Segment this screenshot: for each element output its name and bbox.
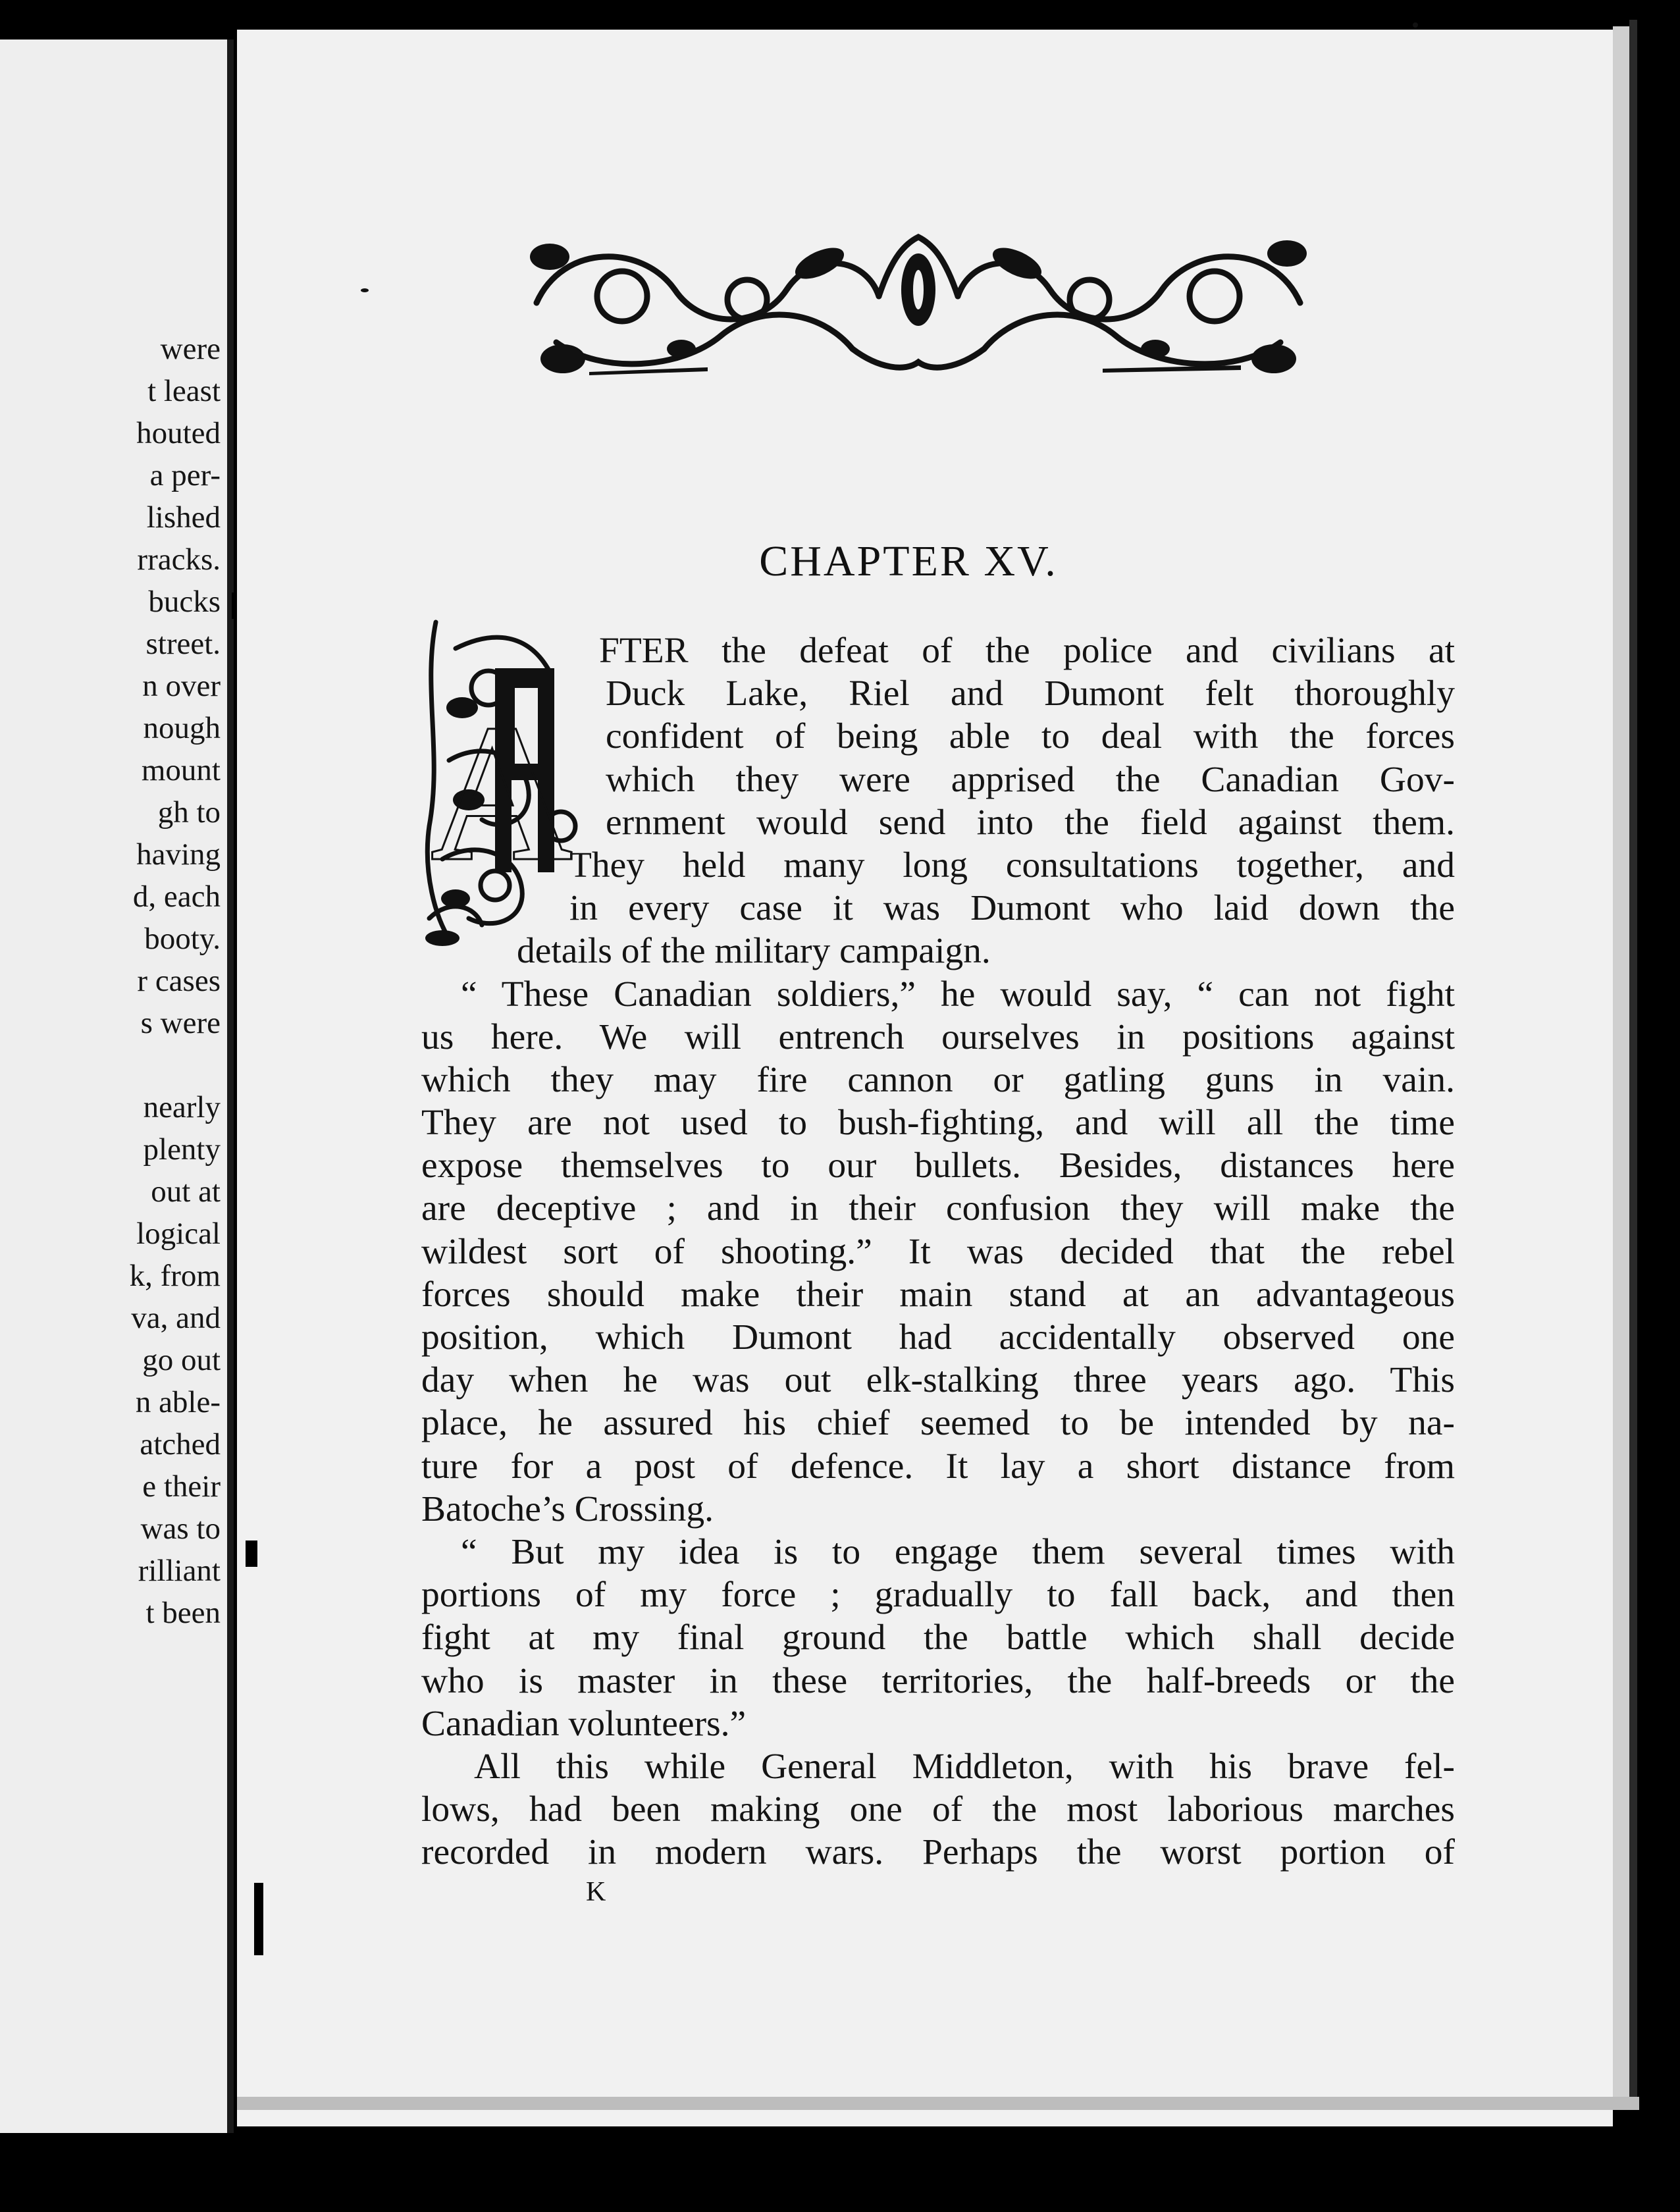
text-line: ture for a post of defence. It lay a short distance from [421, 1446, 1455, 1487]
text-line: “ These Canadian soldiers,” he would say, “ can not fight [461, 974, 1455, 1014]
text-line: Canadian volunteers.” [421, 1703, 747, 1744]
signature-mark: K [586, 1877, 606, 1907]
left-page-line: rracks. [137, 542, 221, 577]
left-page-line: lished [146, 500, 221, 535]
text-line: which they were apprised the Canadian Gov- [606, 759, 1455, 800]
binding-notch [246, 1540, 257, 1567]
text-line: wildest sort of shooting.” It was decided that the rebel [421, 1231, 1455, 1272]
text-line: details of the military campaign. [517, 931, 991, 972]
page-bottom-edge [237, 2097, 1639, 2110]
text-line: fight at my final ground the battle which shall decide [421, 1618, 1455, 1658]
left-page-line: plenty [143, 1132, 221, 1167]
chapter-body-text [421, 629, 1455, 1874]
text-line: Duck Lake, Riel and Dumont felt thoroughly [606, 673, 1455, 714]
text-line: recorded in modern wars. Perhaps the worst portion of [421, 1832, 1455, 1873]
text-line: forces should make their main stand at an advantageous [421, 1274, 1455, 1315]
text-line: place, he assured his chief seemed to be intended by na- [421, 1403, 1455, 1444]
text-line: expose themselves to our bullets. Besides, distances here [421, 1146, 1455, 1186]
left-page-line: va, and [131, 1301, 221, 1335]
drop-cap-letter: A [430, 683, 573, 902]
left-page-line: logical [136, 1217, 221, 1251]
left-page-line: n able- [135, 1385, 221, 1419]
left-page-line: t been [145, 1596, 221, 1630]
left-page-line: a per- [149, 458, 221, 492]
left-page-line: atched [140, 1427, 221, 1462]
left-page-line: rilliant [138, 1554, 221, 1588]
text-line: They held many long consultations together, and [569, 845, 1455, 885]
left-page-line: d, each [132, 880, 221, 914]
left-page-line: were [160, 332, 221, 366]
left-page-line [0, 1044, 221, 1086]
left-page-line: mount [141, 753, 221, 787]
left-page-line: out at [151, 1174, 221, 1209]
left-page-line: r cases [137, 964, 221, 998]
left-page-line: bucks [148, 585, 221, 619]
page-edge-shadow [1629, 20, 1637, 2107]
text-line: in every case it was Dumont who laid down the [569, 888, 1455, 929]
text-line: us here. We will entrench ourselves in positions against [421, 1016, 1455, 1057]
left-page-line: go out [142, 1343, 221, 1377]
left-page-text-column [0, 328, 221, 1634]
text-line: day when he was out elk-stalking three years ago. This [421, 1360, 1455, 1401]
scan-speck [361, 288, 369, 292]
text-line: confident of being able to deal with the forces [606, 716, 1455, 757]
left-page-line: booty. [144, 922, 221, 956]
text-line: They are not used to bush-fighting, and will all the time [421, 1103, 1455, 1144]
left-page-line: gh to [157, 795, 221, 830]
book-gutter [227, 40, 234, 2133]
text-line: lows, had been making one of the most laborious marches [421, 1789, 1455, 1830]
binding-notch [232, 592, 237, 619]
text-line: which they may fire cannon or gatling guns in vain. [421, 1059, 1455, 1100]
left-page-line: having [136, 837, 221, 872]
left-page-line: k, from [129, 1259, 221, 1293]
text-line: Batoche’s Crossing. [421, 1488, 714, 1529]
left-page-line: nough [143, 711, 221, 745]
left-page-line: nearly [143, 1090, 221, 1124]
left-page-line: n over [142, 669, 221, 703]
text-line: All this while General Middleton, with his brave fel- [474, 1746, 1455, 1787]
left-page-line: s were [140, 1006, 221, 1040]
binding-notch [254, 1883, 263, 1955]
chapter-title: CHAPTER XV. [759, 537, 1058, 585]
left-page-line: houted [136, 416, 221, 450]
text-line: are deceptive ; and in their confusion they will make the [421, 1188, 1455, 1229]
text-line: portions of my force ; gradually to fall back, and then [421, 1575, 1455, 1616]
text-line: “ But my idea is to engage them several times with [461, 1531, 1455, 1572]
left-facing-page [0, 40, 227, 2133]
left-page-line: was to [140, 1512, 221, 1546]
left-page-line: t least [147, 374, 221, 408]
text-line: who is master in these territories, the half-breeds or the [421, 1660, 1455, 1701]
left-page-line: street. [145, 627, 221, 661]
text-line: FTER the defeat of the police and civilians at [599, 631, 1455, 671]
text-line: position, which Dumont had accidentally observed one [421, 1317, 1455, 1357]
ornamental-headpiece [510, 217, 1326, 388]
left-page-line: e their [142, 1469, 221, 1504]
scan-speck [1413, 22, 1418, 28]
text-line: ernment would send into the field against them. [606, 802, 1455, 843]
